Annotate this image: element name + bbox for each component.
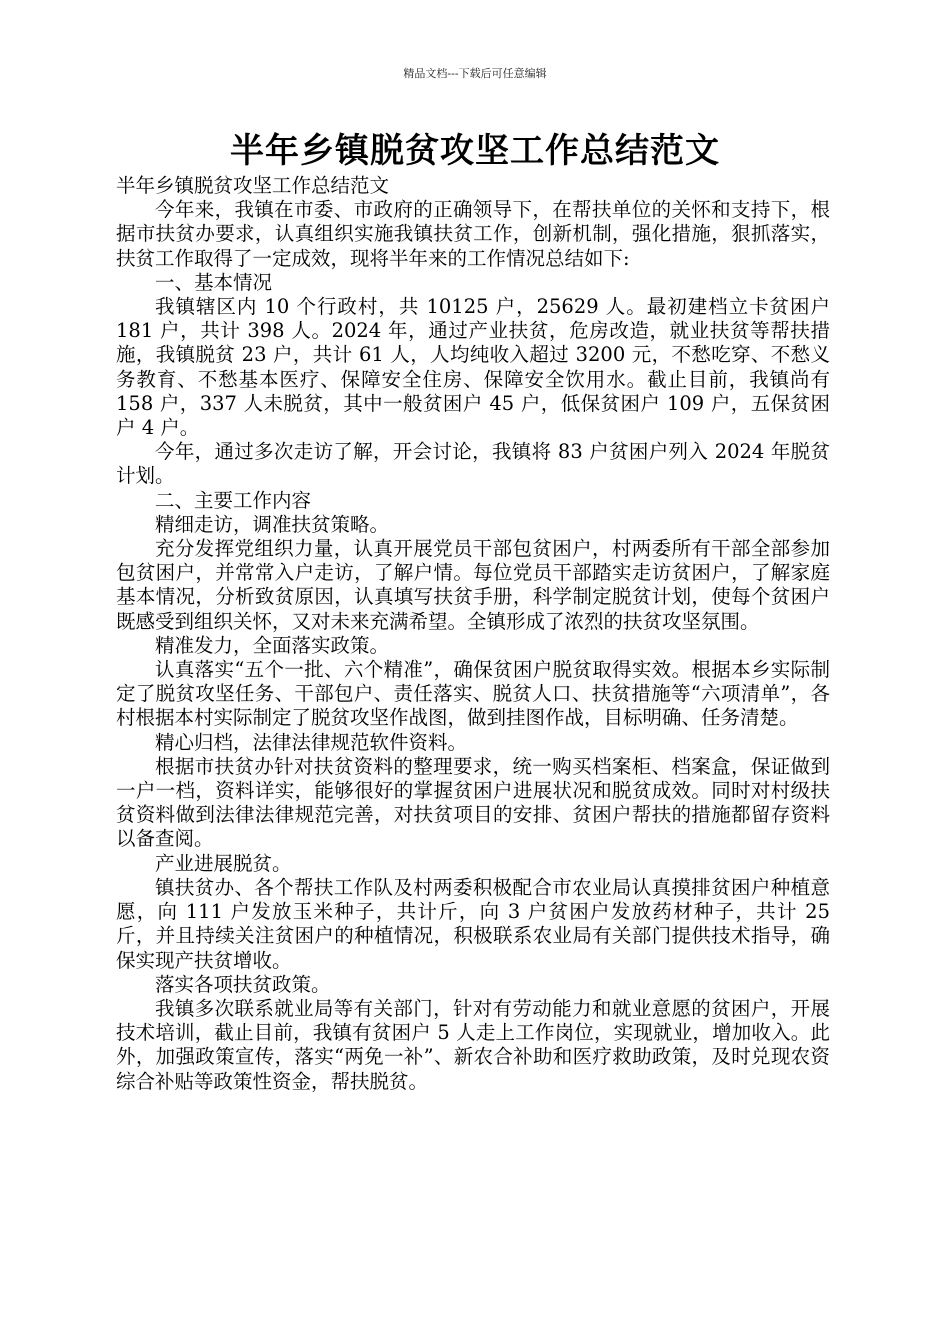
paragraph: 二、主要工作内容 [155, 488, 312, 512]
paragraph: 我镇多次联系就业局等有关部门，针对有劳动能力和就业意愿的贫困户，开展技术培训，截止目前，我镇有贫困户 5 人走上工作岗位，实现就业，增加收入。此外，加强政策宣传，落实“两免一补”、新农合补助和医疗救助政策，及时兑现农资综合补贴等政策性资金，帮扶脱贫。 [116, 996, 830, 1093]
paragraph: 半年乡镇脱贫攻坚工作总结范文 [116, 174, 390, 197]
paragraph: 我镇辖区内 10 个行政村，共 10125 户，25629 人。最初建档立卡贫困户 181 户，共计 398 人。2024 年，通过产业扶贫，危房改造，就业扶贫等帮扶措施，我镇脱贫 23 户，共计 61 人，人均纯收入超过 3200 元，不愁吃穿、不愁义务教育、不愁基本医疗、保障安全住房、保障安全饮用水。截止目前，我镇尚有 158 户，337 人未脱贫，其中一般贫困户 45 户，低保贫困户 109 户，五保贫困户 4 户。 [116, 295, 830, 440]
paragraph: 认真落实“五个一批、六个精准”，确保贫困户脱贫取得实效。根据本乡实际制定了脱贫攻坚任务、干部包户、责任落实、脱贫人口、扶贫措施等“六项清单”，各村根据本村实际制定了脱贫攻坚作战图，做到挂图作战，目标明确、任务清楚。 [116, 658, 830, 730]
paragraph: 一、基本情况 [155, 270, 273, 294]
document-title: 半年乡镇脱贫攻坚工作总结范文 [230, 131, 720, 171]
paragraph: 精细走访，调准扶贫策略。 [155, 512, 390, 536]
paragraph: 充分发挥党组织力量，认真开展党员干部包贫困户，村两委所有干部全部参加包贫困户，并常常入户走访，了解户情。每位党员干部踏实走访贫困户，了解家庭基本情况，分析致贫原因，认真填写扶贫手册，科学制定脱贫计划，使每个贫困户既感受到组织关怀，又对未来充满希望。全镇形成了浓烈的扶贫攻坚氛围。 [116, 537, 830, 633]
paragraph: 今年，通过多次走访了解，开会讨论，我镇将 83 户贫困户列入 2024 年脱贫计划。 [116, 440, 830, 488]
paragraph: 镇扶贫办、各个帮扶工作队及村两委积极配合市农业局认真摸排贫困户种植意愿，向 111 户发放玉米种子，共计斤，向 3 户贫困户发放药材种子，共计 25 斤，并且持续关注贫困户的种植情况，积极联系农业局有关部门提供技术指导，确保实现产扶贫增收。 [116, 875, 830, 972]
paragraph: 根据市扶贫办针对扶贫资料的整理要求，统一购买档案柜、档案盒，保证做到一户一档，资料详实，能够很好的掌握贫困户进展状况和脱贫成效。同时对村级扶贫资料做到法律法律规范完善，对扶贫项目的安排、贫困户帮扶的措施都留存资料以备查阅。 [116, 754, 830, 851]
paragraph: 产业进展脱贫。 [155, 851, 292, 875]
paragraph: 精心归档，法律法律规范软件资料。 [155, 730, 468, 754]
paragraph: 精准发力，全面落实政策。 [155, 633, 390, 657]
header-note: 精品文档---下载后可任意编辑 [403, 67, 547, 80]
document-body [116, 174, 830, 1094]
paragraph: 今年来，我镇在市委、市政府的正确领导下，在帮扶单位的关怀和支持下，根据市扶贫办要求，认真组织实施我镇扶贫工作，创新机制，强化措施，狠抓落实，扶贫工作取得了一定成效，现将半年来的工作情况总结如下: [116, 198, 830, 270]
paragraph: 落实各项扶贫政策。 [155, 972, 331, 996]
